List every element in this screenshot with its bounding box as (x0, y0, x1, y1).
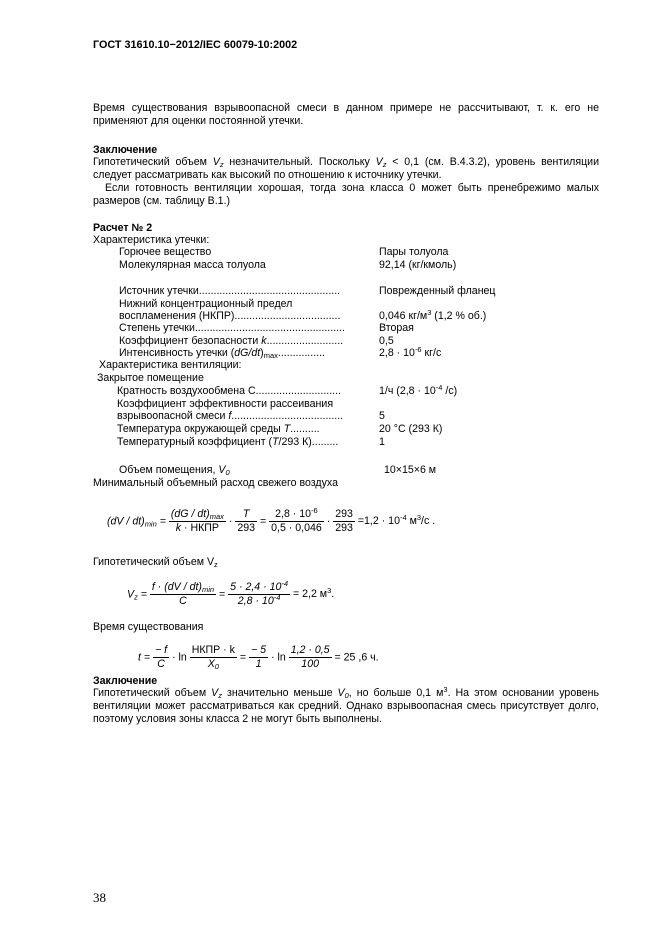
source-value: Поврежденный фланец (379, 285, 496, 297)
substance-value: Пары толуола (379, 246, 449, 258)
existence-time-label: Время существования (93, 621, 204, 633)
rate-value: $2,8 \cdot 10^{-6}$ кг/с (379, 345, 442, 359)
temperature-label: Температура окружающей среды T.......... (117, 423, 320, 435)
efficiency-value: 5 (379, 410, 385, 422)
rate-label: Интенсивность утечки $(dG/dt)_{max}$................ (119, 347, 325, 360)
safety-label: Коэффициент безопасности k.......................... (119, 335, 344, 347)
formula-min-flow: $(dV / dt)_{min}$ = $\frac{(dG / dt)_{max}}{\text{k · НКПР}}$ · $\frac{T}{293}$ = $\frac{2,8 \cdot 10^{-6}}{0,5 \cdot 0,046}$ · $\frac{293}{293}$ $=1,2 \cdot 10^{-4}$ $м^3/с$ . (107, 506, 436, 534)
closed-room-label: Закрытое помещение (97, 372, 204, 384)
lel-label-2: воспламенения (НКПР).................................... (119, 310, 341, 322)
hypothetical-volume-label: Гипотетический объем $V_z$ (93, 556, 218, 569)
air-exchange-value: 1/ч ($2,8 \cdot 10^{-4}$ /с) (379, 383, 458, 397)
degree-value: Вторая (379, 322, 414, 334)
volume-label: Объем помещения, $V_0$ (119, 464, 230, 477)
source-label: Источник утечки................................................ (119, 285, 341, 297)
molar-label: Молекулярная масса толуола (119, 259, 266, 271)
conclusion-1-paragraph: Гипотетический объем $V_z$ незначительный. Поскольку $V_z < 0,1$ (см. В.4.3.2), уровень вентиляции следует рассматривать как высокий по отношению к источнику утечки. (93, 156, 599, 181)
lel-label-1: Нижний концентрационный предел (119, 298, 293, 310)
formula-existence-time: t = $\frac{- f}{C}$ · ln $\frac{\text{НКПР · k}}{X_0}$ = $\frac{- 5}{1}$ · ln $\frac{1,2 \cdot 0,5}{100}$ = 25 ,6 ч. (138, 644, 379, 671)
conclusion-2-paragraph: Гипотетический объем $V_z$ значительно меньше $V_0$, но больше 0,1 $м^3$. На этом основании уровень вентиляции может рассматриваться как средний. Однако взрывоопасная смесь присутствует долго, поэтому условия зоны класса 2 не могут быть выполнены. (93, 685, 599, 725)
conclusion-2-title: Заключение (93, 675, 158, 687)
degree-label: Степень утечки................................................... (119, 322, 345, 334)
lel-value: 0,046 $кг/м^3$ (1,2 % об.) (379, 308, 487, 322)
vent-char-title: Характеристика вентиляции: (99, 359, 242, 371)
formula-hypothetical-volume: $V_z$ = $\frac{f \cdot (dV / dt)_{min}}{C}$ = $\frac{5 \cdot 2,4 \cdot 10^{-4}}{2,8 \cdot 10^{-4}}$ = 2,2 $м^3$. (127, 579, 335, 607)
conclusion-1-paragraph-2: Если готовность вентиляции хорошая, тогда зона класса 0 может быть пренебрежимо малых размеров (см. таблицу В.1.) (93, 182, 599, 207)
leak-char-title: Характеристика утечки: (93, 234, 210, 246)
efficiency-label-1: Коэффициент эффективности рассеивания (117, 398, 334, 410)
substance-label: Горючее вещество (119, 246, 212, 258)
molar-value: 92,14 (кг/кмоль) (379, 259, 457, 271)
intro-paragraph (93, 102, 599, 128)
temperature-value: 20 °С (293 К) (379, 423, 443, 435)
temp-coefficient-value: 1 (379, 436, 385, 448)
safety-value: 0,5 (379, 335, 394, 347)
air-exchange-label: Кратность воздухообмена С............................. (117, 385, 341, 397)
document-header: ГОСТ 31610.10−2012/IEC 60079-10:2002 (93, 39, 298, 51)
volume-value: 10×15×6 м (384, 464, 437, 476)
temp-coefficient-label: Температурный коэффициент (T/293 К)......... (117, 436, 339, 448)
conclusion-1-title: Заключение (93, 144, 158, 156)
min-flow-label: Минимальный объемный расход свежего воздуха (93, 477, 338, 489)
calc-2-title: Расчет № 2 (93, 222, 153, 234)
intro-text: Время существования взрывоопасной смеси в данном примере не рассчитывают, т. к. его не применяют для оценки постоянной утечки. (93, 102, 599, 127)
page-number: 38 (93, 890, 106, 905)
efficiency-label-2: взрывоопасной смеси f...................................... (117, 410, 344, 422)
